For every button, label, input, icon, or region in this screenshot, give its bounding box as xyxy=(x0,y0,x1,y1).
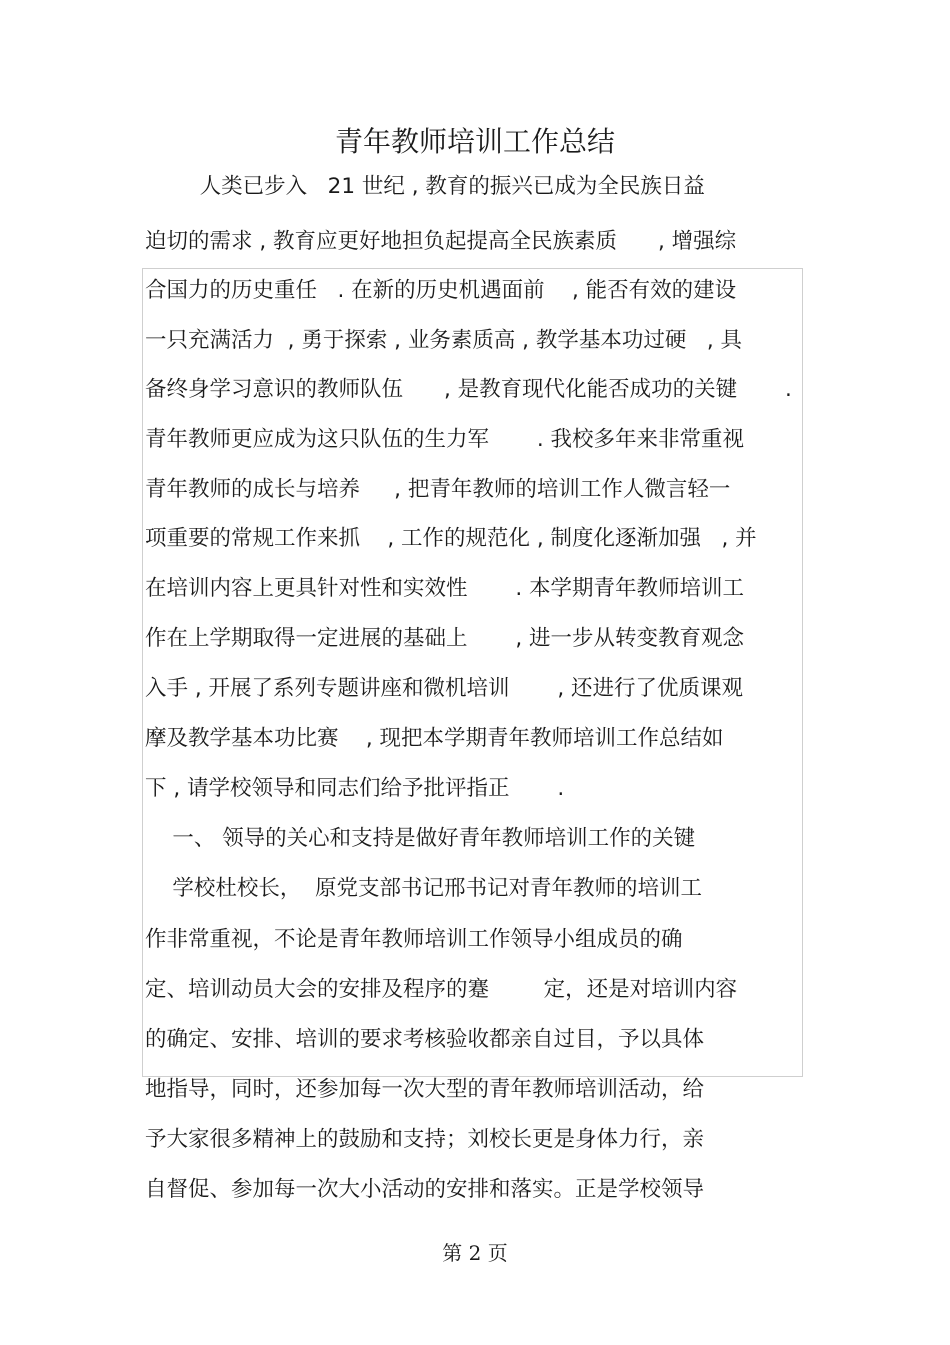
body-line: 迫切的需求 , 教育应更好地担负起提高全民族素质 , 增强综 xyxy=(145,229,737,254)
body-line: 地指导，同时，还参加每一次大型的青年教师培训活动，给 xyxy=(145,1077,705,1102)
page-number: 第 2 页 xyxy=(442,1241,508,1265)
body-line: 自督促、参加每一次大小活动的安排和落实。正是学校领导 xyxy=(145,1177,705,1202)
body-line: 项重要的常规工作来抓 , 工作的规范化 , 制度化逐渐加强 , 并 xyxy=(145,526,757,551)
section-heading: 一、 领导的关心和支持是做好青年教师培训工作的关键 xyxy=(145,826,696,851)
body-line: 一只充满活力 , 勇于探索 , 业务素质高 , 教学基本功过硬 , 具 xyxy=(145,328,743,353)
body-line: 下 , 请学校领导和同志们给予批评指正 . xyxy=(145,776,565,801)
body-line: 摩及教学基本功比赛 , 现把本学期青年教师培训工作总结如 xyxy=(145,726,724,751)
body-line: 备终身学习意识的教师队伍 , 是教育现代化能否成功的关键 . xyxy=(145,377,792,402)
body-line: 合国力的历史重任 . 在新的历史机遇面前 , 能否有效的建设 xyxy=(145,278,737,303)
body-line: 予大家很多精神上的鼓励和支持；刘校长更是身体力行，亲 xyxy=(145,1127,705,1152)
body-line: 青年教师的成长与培养 , 把青年教师的培训工作人微言轻一 xyxy=(145,477,731,502)
body-line: 的确定、安排、培训的要求考核验收都亲自过目，予以具体 xyxy=(145,1027,705,1052)
body-line: 入手 , 开展了系列专题讲座和微机培训 , 还进行了优质课观 xyxy=(145,676,744,701)
body-line: 定、培训动员大会的安排及程序的蹇 定，还是对培训内容 xyxy=(145,977,738,1002)
body-line: 人类已步入 21 世纪 , 教育的振兴已成为全民族日益 xyxy=(145,174,705,199)
body-line: 学校杜校长， 原党支部书记邢书记对青年教师的培训工 xyxy=(145,876,703,901)
body-line: 作非常重视，不论是青年教师培训工作领导小组成员的确 xyxy=(145,927,683,952)
body-line: 作在上学期取得一定进展的基础上 , 进一步从转变教育观念 xyxy=(145,626,745,651)
body-line: 在培训内容上更具针对性和实效性 . 本学期青年教师培训工 xyxy=(145,576,745,601)
body-line: 青年教师更应成为这只队伍的生力军 . 我校多年来非常重视 xyxy=(145,427,745,452)
document-title: 青年教师培训工作总结 xyxy=(334,125,615,158)
